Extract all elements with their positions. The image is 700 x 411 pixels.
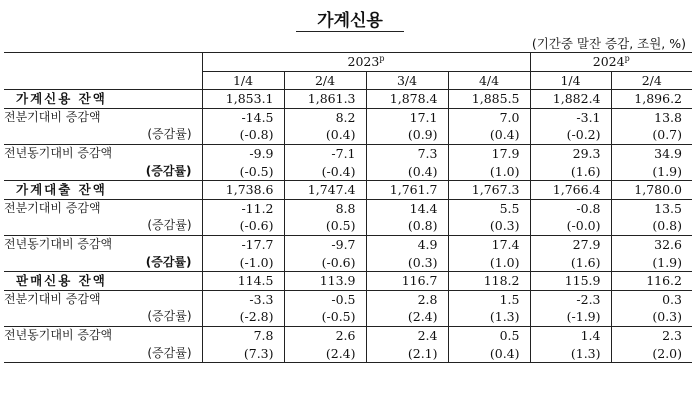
cell-value: 27.9 <box>530 235 611 253</box>
yoy-change-row <box>4 326 692 344</box>
cell-value: 1,761.7 <box>366 181 448 200</box>
cell-value: -0.8 <box>530 199 611 217</box>
row-label: (증감률) <box>4 217 202 235</box>
cell-value: (2.0) <box>611 345 692 363</box>
cell-value: (0.8) <box>366 217 448 235</box>
cell-value: (0.3) <box>448 217 530 235</box>
cell-value: (-0.5) <box>284 308 366 326</box>
yoy-rate-row <box>4 345 692 363</box>
header-blank <box>4 53 202 72</box>
row-label: 전분기대비 증감액 <box>4 109 101 124</box>
cell-value: (0.3) <box>366 254 448 272</box>
cell-value: (-0.2) <box>530 126 611 144</box>
cell-value: (0.7) <box>611 126 692 144</box>
row-label: 가계신용 잔액 <box>4 90 202 109</box>
cell-value: (2.4) <box>284 345 366 363</box>
table-body <box>4 90 692 363</box>
cell-value: 1,885.5 <box>448 90 530 109</box>
cell-value: 2.4 <box>366 326 448 344</box>
row-label: (증감률) <box>4 308 202 326</box>
cell-value: 1.5 <box>448 290 530 308</box>
row-label: (증감률) <box>4 345 202 363</box>
balance-row <box>4 181 692 200</box>
cell-value: (-0.0) <box>530 217 611 235</box>
cell-value: 34.9 <box>611 144 692 162</box>
cell-value: 1,882.4 <box>530 90 611 109</box>
cell-value: (1.6) <box>530 163 611 181</box>
cell-value: (-0.4) <box>284 163 366 181</box>
cell-value: 7.0 <box>448 108 530 126</box>
cell-value: 118.2 <box>448 272 530 291</box>
cell-value: 2.8 <box>366 290 448 308</box>
cell-value: -11.2 <box>202 199 284 217</box>
cell-value: 1,738.6 <box>202 181 284 200</box>
cell-value: 17.1 <box>366 108 448 126</box>
row-label: 전분기대비 증감액 <box>4 291 101 306</box>
cell-value: (1.3) <box>448 308 530 326</box>
quarter-header: 1/4 <box>202 71 284 90</box>
quarter-header: 1/4 <box>530 71 611 90</box>
row-label: 가계대출 잔액 <box>4 181 202 200</box>
cell-value: -3.3 <box>202 290 284 308</box>
cell-value: 8.2 <box>284 108 366 126</box>
cell-value: (1.3) <box>530 345 611 363</box>
cell-value: 13.8 <box>611 108 692 126</box>
cell-value: (0.4) <box>366 163 448 181</box>
qoq-rate-row <box>4 126 692 144</box>
cell-value: 7.3 <box>366 144 448 162</box>
cell-value: (2.1) <box>366 345 448 363</box>
qoq-change-row <box>4 199 692 217</box>
cell-value: (-0.8) <box>202 126 284 144</box>
cell-value: (-1.0) <box>202 254 284 272</box>
cell-value: 8.8 <box>284 199 366 217</box>
qoq-change-row <box>4 108 692 126</box>
cell-value: 116.7 <box>366 272 448 291</box>
cell-value: -0.5 <box>284 290 366 308</box>
cell-value: 17.4 <box>448 235 530 253</box>
cell-value: 2.3 <box>611 326 692 344</box>
cell-value: (0.3) <box>611 308 692 326</box>
cell-value: (1.9) <box>611 254 692 272</box>
cell-value: 7.8 <box>202 326 284 344</box>
header-blank-2 <box>4 71 202 90</box>
quarter-header: 3/4 <box>366 71 448 90</box>
cell-value: -9.7 <box>284 235 366 253</box>
quarter-header: 2/4 <box>611 71 692 90</box>
cell-value: 17.9 <box>448 144 530 162</box>
cell-value: (-0.6) <box>202 217 284 235</box>
cell-value: 1,766.4 <box>530 181 611 200</box>
quarter-header: 4/4 <box>448 71 530 90</box>
cell-value: 13.5 <box>611 199 692 217</box>
row-label: (증감률) <box>4 163 202 181</box>
cell-value: (0.9) <box>366 126 448 144</box>
cell-value: 29.3 <box>530 144 611 162</box>
title-underline <box>296 31 404 32</box>
cell-value: (0.4) <box>284 126 366 144</box>
cell-value: (2.4) <box>366 308 448 326</box>
cell-value: (-2.8) <box>202 308 284 326</box>
cell-value: (0.4) <box>448 126 530 144</box>
cell-value: -3.1 <box>530 108 611 126</box>
cell-value: (7.3) <box>202 345 284 363</box>
row-label: 전년동기대비 증감액 <box>4 145 113 160</box>
cell-value: (-0.5) <box>202 163 284 181</box>
unit-note: (기간중 말잔 증감, 조원, %) <box>531 36 686 51</box>
cell-value: (0.8) <box>611 217 692 235</box>
cell-value: -2.3 <box>530 290 611 308</box>
balance-row <box>4 272 692 291</box>
qoq-rate-row <box>4 308 692 326</box>
yoy-rate-row <box>4 163 692 181</box>
cell-value: 4.9 <box>366 235 448 253</box>
cell-value: (0.5) <box>284 217 366 235</box>
qoq-rate-row <box>4 217 692 235</box>
cell-value: 5.5 <box>448 199 530 217</box>
cell-value: 114.5 <box>202 272 284 291</box>
cell-value: (1.6) <box>530 254 611 272</box>
cell-value: 1,747.4 <box>284 181 366 200</box>
cell-value: (1.0) <box>448 163 530 181</box>
cell-value: 116.2 <box>611 272 692 291</box>
balance-row <box>4 90 692 109</box>
cell-value: 1.4 <box>530 326 611 344</box>
row-label: 전분기대비 증감액 <box>4 200 101 215</box>
row-label: 전년동기대비 증감액 <box>4 236 113 251</box>
quarter-header: 2/4 <box>284 71 366 90</box>
cell-value: 1,853.1 <box>202 90 284 109</box>
cell-value: 2.6 <box>284 326 366 344</box>
cell-value: 1,878.4 <box>366 90 448 109</box>
cell-value: 115.9 <box>530 272 611 291</box>
cell-value: -9.9 <box>202 144 284 162</box>
cell-value: 0.3 <box>611 290 692 308</box>
cell-value: 14.4 <box>366 199 448 217</box>
cell-value: 1,780.0 <box>611 181 692 200</box>
page-title: 가계신용 <box>317 11 383 31</box>
cell-value: (1.9) <box>611 163 692 181</box>
row-label: (증감률) <box>4 254 202 272</box>
cell-value: -14.5 <box>202 108 284 126</box>
cell-value: 113.9 <box>284 272 366 291</box>
row-label: 판매신용 잔액 <box>4 272 202 291</box>
year-header-2023: 2023$^p$ <box>202 53 530 72</box>
qoq-change-row <box>4 290 692 308</box>
cell-value: (-0.6) <box>284 254 366 272</box>
cell-value: 0.5 <box>448 326 530 344</box>
yoy-change-row <box>4 235 692 253</box>
year-header-2024: 2024$^p$ <box>530 53 692 72</box>
yoy-rate-row <box>4 254 692 272</box>
cell-value: (1.0) <box>448 254 530 272</box>
cell-value: (-1.9) <box>530 308 611 326</box>
cell-value: 1,861.3 <box>284 90 366 109</box>
cell-value: -7.1 <box>284 144 366 162</box>
row-label: 전년동기대비 증감액 <box>4 327 113 342</box>
yoy-change-row <box>4 144 692 162</box>
cell-value: 1,896.2 <box>611 90 692 109</box>
cell-value: 1,767.3 <box>448 181 530 200</box>
row-label: (증감률) <box>4 126 202 144</box>
cell-value: (0.4) <box>448 345 530 363</box>
household-credit-table <box>4 52 692 363</box>
cell-value: -17.7 <box>202 235 284 253</box>
cell-value: 32.6 <box>611 235 692 253</box>
